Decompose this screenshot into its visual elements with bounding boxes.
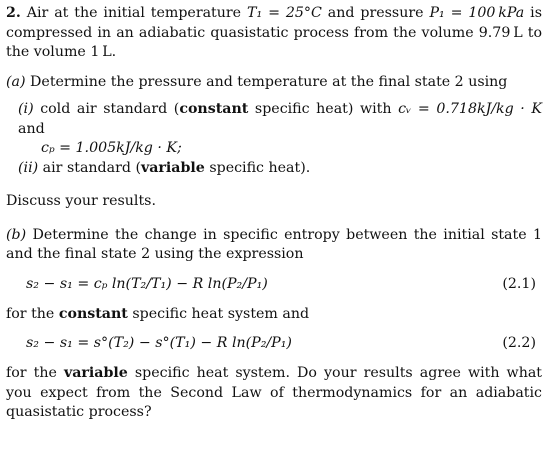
equation-2-1 (6, 273, 542, 297)
item-ii-text-1: air standard ( (42, 159, 141, 176)
equation-2-1-label: (2.1) (502, 275, 536, 292)
part-a-heading (6, 73, 542, 93)
problem-number: 2. (6, 5, 21, 21)
intro-text-1: Air at the initial temperature (26, 5, 247, 21)
item-ii-bold: variable (141, 159, 205, 176)
part-b-text: Determine the change in specific entropy between the initial state 1 and the final state 2 using the expression (6, 226, 542, 262)
item-i-bold: constant (179, 101, 249, 117)
item-ii-text-2: specific heat). (204, 159, 311, 176)
part-b-label: (b) (6, 226, 27, 243)
equation-2-2 (6, 332, 542, 356)
part-a-item-i (6, 100, 542, 159)
part-a-item-ii (6, 159, 542, 179)
mid-text-1: for the (6, 305, 59, 322)
variable-system-text (6, 364, 542, 423)
item-i-text-2: specific heat) with (248, 101, 399, 117)
end-bold: variable (63, 365, 128, 381)
constant-system-text (6, 305, 542, 325)
equation-2-1-expression: s₂ − s₁ = cₚ ln(T₂/T₁) − R ln(P₂/P₁) (26, 275, 268, 292)
item-ii-label: (ii) (18, 159, 39, 176)
equation-2-2-expression: s₂ − s₁ = s°(T₂) − s°(T₁) − R ln(P₂/P₁) (26, 335, 292, 351)
part-b-heading (6, 226, 542, 265)
end-text-2: specific heat system. Do your results agree with what you expect from the Second Law of thermodynamics for an adiabatic quasistatic process? (6, 365, 542, 420)
mid-bold: constant (58, 305, 128, 322)
initial-pressure: P₁ = 100 kPa (429, 5, 525, 21)
mid-text-2: specific heat system and (127, 305, 310, 322)
problem-page (6, 4, 542, 423)
discuss-text: Discuss your results. (6, 193, 156, 209)
item-i-text-3: and (18, 120, 45, 137)
item-i-label: (i) (18, 101, 34, 117)
problem-intro (6, 4, 542, 63)
intro-text-3: is compressed in an adiabatic quasistatic process from the volume 9.79 L to the volume 1 L. (6, 5, 542, 60)
cv-value: cᵥ = 0.718kJ/kg · K (398, 101, 542, 117)
initial-temperature: T₁ = 25°C (247, 5, 322, 21)
cp-value: cₚ = 1.005kJ/kg · K; (41, 140, 182, 156)
part-a-text: Determine the pressure and temperature at the final state 2 using (30, 73, 508, 90)
end-text-1: for the (6, 365, 64, 381)
equation-2-2-label: (2.2) (502, 335, 536, 351)
item-i-text-1: cold air standard ( (40, 101, 180, 117)
intro-text-2: and pressure (321, 5, 430, 21)
part-a-label: (a) (6, 73, 26, 90)
